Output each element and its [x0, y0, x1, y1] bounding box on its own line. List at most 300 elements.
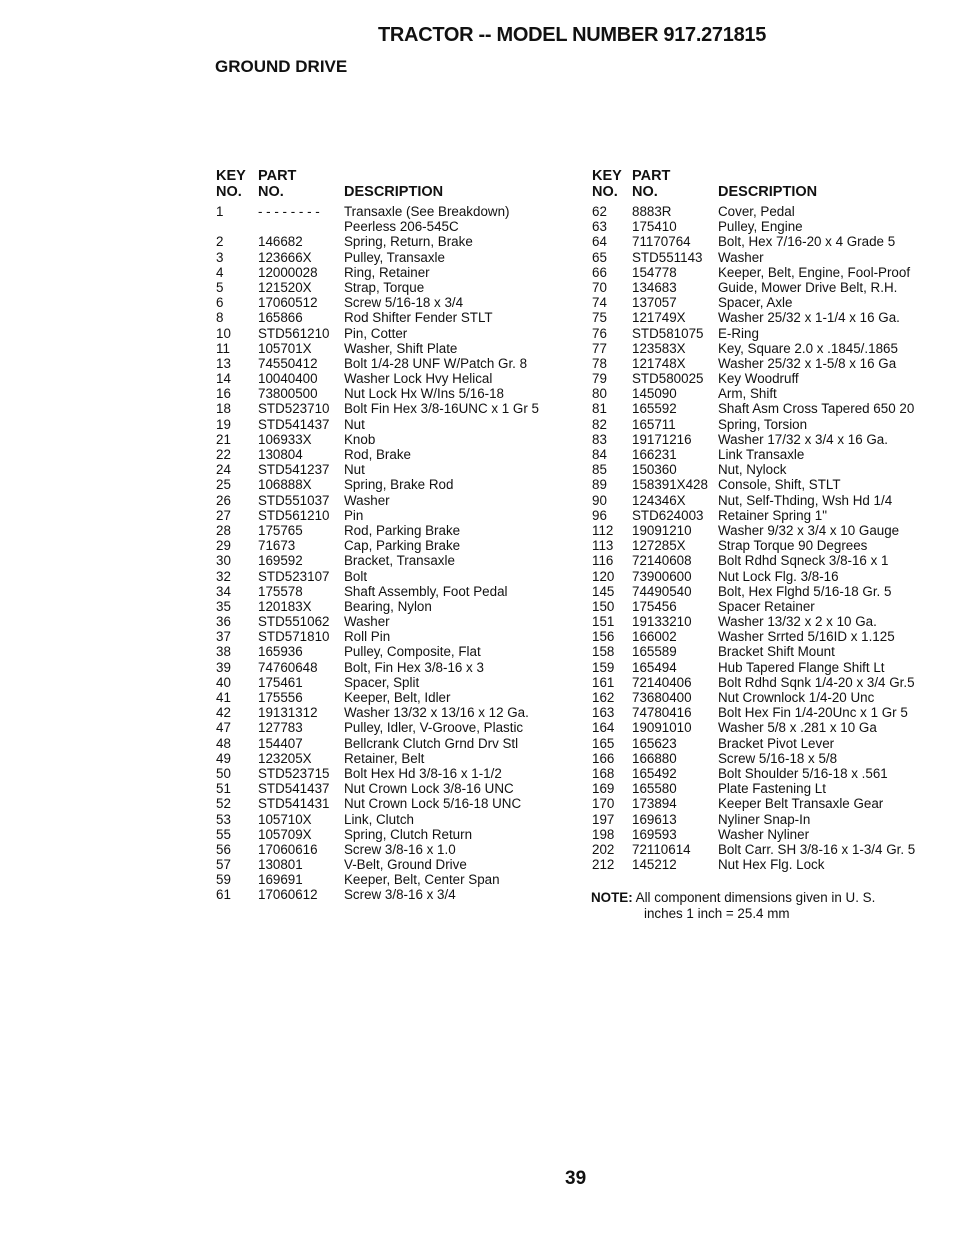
- table-row: [216, 447, 576, 462]
- key-number: 27: [216, 507, 231, 523]
- parts-table-left: [216, 168, 576, 903]
- table-row: [216, 675, 576, 690]
- part-number: 134683: [632, 279, 677, 295]
- table-row: [216, 401, 576, 416]
- table-row: [216, 660, 576, 675]
- part-description: Spacer Retainer: [718, 598, 815, 614]
- table-row: [216, 234, 576, 249]
- part-number: 154778: [632, 264, 677, 280]
- table-row: [592, 265, 937, 280]
- key-number: 24: [216, 462, 231, 478]
- part-description: Bellcrank Clutch Grnd Drv Stl: [344, 735, 519, 751]
- key-number: 212: [592, 857, 615, 873]
- table-row: [216, 751, 576, 766]
- table-row: [216, 204, 576, 219]
- key-number: 37: [216, 629, 231, 645]
- part-number: 123666X: [258, 249, 312, 265]
- table-row: [216, 508, 576, 523]
- part-description: Keeper, Belt, Idler: [344, 690, 451, 705]
- key-number: 159: [592, 659, 615, 675]
- key-number: 26: [216, 492, 231, 508]
- part-description: Pin, Cotter: [344, 325, 408, 341]
- part-description: V-Belt, Ground Drive: [344, 857, 467, 873]
- table-row: [592, 371, 937, 386]
- part-number: STD561210: [258, 325, 330, 341]
- part-description: Cover, Pedal: [718, 204, 795, 219]
- part-description: Nut Hex Flg. Lock: [718, 857, 825, 873]
- page-number: 39: [565, 1168, 587, 1189]
- key-number: 29: [216, 538, 231, 554]
- part-number: STD581075: [632, 325, 704, 341]
- part-number: STD523710: [258, 401, 330, 417]
- key-number: 164: [592, 720, 615, 736]
- table-row: [592, 280, 937, 295]
- key-number: 76: [592, 325, 607, 341]
- key-number: 81: [592, 401, 607, 417]
- part-description: Pin: [344, 507, 364, 523]
- key-number: 65: [592, 249, 607, 265]
- part-number: 74490540: [632, 583, 692, 599]
- key-number: 151: [592, 614, 615, 630]
- part-description: Cap, Parking Brake: [344, 538, 461, 554]
- part-description: Spring, Return, Brake: [344, 234, 473, 250]
- key-number: 5: [216, 279, 224, 295]
- key-number: 36: [216, 614, 231, 630]
- table-row: [216, 371, 576, 386]
- table-row: [592, 827, 937, 842]
- table-row: [216, 326, 576, 341]
- key-number: 14: [216, 371, 231, 387]
- part-number: 124346X: [632, 492, 686, 508]
- part-number: STD551037: [258, 492, 330, 508]
- part-number: 169593: [632, 826, 677, 842]
- table-row: [216, 812, 576, 827]
- part-description: Key, Square 2.0 x .1845/.1865: [718, 340, 898, 356]
- key-number: 166: [592, 750, 615, 766]
- part-number: STD551062: [258, 614, 330, 630]
- table-row: [592, 857, 937, 872]
- key-number: 83: [592, 431, 607, 447]
- key-number: 28: [216, 522, 231, 538]
- part-description: Spring, Torsion: [718, 416, 808, 432]
- table-row: [216, 310, 576, 325]
- table-row: [216, 827, 576, 842]
- part-description: Washer 13/32 x 2 x 10 Ga.: [718, 614, 877, 630]
- part-description: Screw 5/16-18 x 3/4: [344, 295, 464, 311]
- key-number: 202: [592, 841, 615, 857]
- table-body-right: [592, 204, 937, 872]
- part-number: 130804: [258, 447, 303, 462]
- note-line-1: All component dimensions given in U. S.: [635, 890, 876, 905]
- part-description: Screw 3/8-16 x 3/4: [344, 887, 456, 903]
- part-number: 173894: [632, 796, 677, 812]
- key-number: 198: [592, 826, 615, 842]
- key-number: 64: [592, 234, 607, 250]
- part-number: - - - - - - - -: [258, 204, 320, 219]
- part-description: Bracket Shift Mount: [718, 644, 835, 660]
- key-number: 1: [216, 204, 224, 219]
- key-number: 34: [216, 583, 231, 599]
- table-row: [216, 432, 576, 447]
- part-description: Pulley, Transaxle: [344, 249, 445, 265]
- key-number: 74: [592, 295, 607, 311]
- key-number: 11: [216, 340, 230, 356]
- table-row: [592, 219, 937, 234]
- part-number: 19133210: [632, 614, 692, 630]
- key-number: 150: [592, 598, 615, 614]
- key-number: 48: [216, 735, 231, 751]
- parts-table-right: [592, 168, 937, 872]
- key-number: 89: [592, 477, 607, 493]
- key-number: 75: [592, 310, 607, 326]
- part-number: 19091010: [632, 720, 692, 736]
- part-description: Knob: [344, 431, 376, 447]
- table-row: [216, 599, 576, 614]
- part-description: Strap, Torque: [344, 279, 425, 295]
- key-number: 85: [592, 462, 607, 478]
- part-description: Keeper Belt Transaxle Gear: [718, 796, 884, 812]
- key-number: 50: [216, 765, 231, 781]
- key-number: 18: [216, 401, 231, 417]
- key-number: 77: [592, 340, 607, 356]
- part-number: 166231: [632, 447, 677, 462]
- part-description: Bolt Carr. SH 3/8-16 x 1-3/4 Gr. 5: [718, 841, 916, 857]
- table-row: [592, 736, 937, 751]
- key-number: 2: [216, 234, 224, 250]
- part-number: 12000028: [258, 264, 318, 280]
- header-part-top: PART: [632, 168, 671, 184]
- table-row: [592, 401, 937, 416]
- part-description: Bolt Rdhd Sqneck 3/8-16 x 1: [718, 553, 889, 569]
- part-description: Bolt Rdhd Sqnk 1/4-20 x 3/4 Gr.5: [718, 674, 915, 690]
- part-number: 121748X: [632, 355, 686, 371]
- part-number: 120183X: [258, 598, 312, 614]
- part-number: 121520X: [258, 279, 312, 295]
- part-description: Washer: [344, 614, 390, 630]
- table-row: [592, 477, 937, 492]
- part-number: 74760648: [258, 659, 318, 675]
- table-row: [592, 781, 937, 796]
- part-number: 175410: [632, 219, 677, 235]
- part-description: Console, Shift, STLT: [718, 477, 841, 493]
- part-number: 175765: [258, 522, 303, 538]
- table-row: [216, 219, 576, 234]
- part-number: 165580: [632, 781, 677, 797]
- part-description: Nyliner Snap-In: [718, 811, 811, 827]
- part-number: 165592: [632, 401, 677, 417]
- header-key-top: KEY: [216, 168, 246, 184]
- header-description: DESCRIPTION: [718, 184, 818, 200]
- key-number: 30: [216, 553, 231, 569]
- key-number: 4: [216, 264, 224, 280]
- part-number: 165623: [632, 735, 677, 751]
- header-part-top: PART: [258, 168, 297, 184]
- part-number: 74550412: [258, 355, 318, 371]
- part-description: Washer 9/32 x 3/4 x 10 Gauge: [718, 522, 900, 538]
- key-number: 169: [592, 781, 615, 797]
- part-description: Screw 3/8-16 x 1.0: [344, 841, 456, 857]
- part-description: Pulley, Idler, V-Groove, Plastic: [344, 720, 524, 736]
- part-number: 146682: [258, 234, 303, 250]
- part-number: 73680400: [632, 690, 692, 705]
- table-row: [592, 295, 937, 310]
- part-description: E-Ring: [718, 325, 759, 341]
- table-row: [592, 614, 937, 629]
- part-number: 17060616: [258, 841, 318, 857]
- part-number: 166002: [632, 629, 677, 645]
- part-number: 175461: [258, 674, 303, 690]
- part-description: Nut Lock Hx W/Ins 5/16-18: [344, 386, 505, 402]
- part-description: Rod, Brake: [344, 447, 411, 462]
- dimension-note: [591, 890, 921, 921]
- part-number: 106888X: [258, 477, 312, 493]
- table-row: [216, 629, 576, 644]
- part-description: Keeper, Belt, Engine, Fool-Proof: [718, 264, 911, 280]
- part-number: 17060612: [258, 887, 318, 903]
- part-number: STD523715: [258, 765, 330, 781]
- part-description: Rod Shifter Fender STLT: [344, 310, 493, 326]
- table-header-left: [216, 168, 576, 204]
- part-description: Washer Srrted 5/16ID x 1.125: [718, 629, 895, 645]
- part-number: 17060512: [258, 295, 318, 311]
- table-row: [216, 569, 576, 584]
- table-row: [216, 690, 576, 705]
- table-row: [216, 842, 576, 857]
- part-description: Spacer, Axle: [718, 295, 793, 311]
- section-subtitle: GROUND DRIVE: [215, 57, 348, 76]
- table-row: [216, 341, 576, 356]
- key-number: 120: [592, 568, 615, 584]
- table-row: [216, 796, 576, 811]
- part-number: STD541437: [258, 781, 330, 797]
- part-description: Spacer, Split: [344, 674, 420, 690]
- part-description: Bracket, Transaxle: [344, 553, 455, 569]
- part-description: Link, Clutch: [344, 811, 414, 827]
- part-description: Bolt, Hex 7/16-20 x 4 Grade 5: [718, 234, 896, 250]
- key-number: 162: [592, 690, 615, 705]
- key-number: 16: [216, 386, 231, 402]
- table-row: [592, 751, 937, 766]
- part-number: 127285X: [632, 538, 686, 554]
- key-number: 13: [216, 355, 231, 371]
- part-number: STD523107: [258, 568, 330, 584]
- key-number: 39: [216, 659, 231, 675]
- part-number: 19131312: [258, 705, 318, 721]
- part-number: 175456: [632, 598, 677, 614]
- header-description: DESCRIPTION: [344, 184, 444, 200]
- key-number: 116: [592, 553, 614, 569]
- key-number: 61: [216, 887, 231, 903]
- table-row: [592, 310, 937, 325]
- table-row: [592, 812, 937, 827]
- part-number: 73800500: [258, 386, 318, 402]
- part-description: Washer 5/8 x .281 x 10 Ga: [718, 720, 877, 736]
- key-number: 82: [592, 416, 607, 432]
- part-description: Spring, Brake Rod: [344, 477, 454, 493]
- part-description: Ring, Retainer: [344, 264, 430, 280]
- table-row: [592, 250, 937, 265]
- table-row: [216, 781, 576, 796]
- part-description: Nut, Self-Thding, Wsh Hd 1/4: [718, 492, 893, 508]
- part-description: Nut: [344, 416, 365, 432]
- key-number: 49: [216, 750, 231, 766]
- header-part-bottom: NO.: [258, 184, 284, 200]
- table-row: [216, 356, 576, 371]
- part-description: Roll Pin: [344, 629, 391, 645]
- key-number: 51: [216, 781, 231, 797]
- key-number: 112: [592, 522, 614, 538]
- key-number: 52: [216, 796, 231, 812]
- part-number: 74780416: [632, 705, 692, 721]
- key-number: 3: [216, 249, 224, 265]
- part-number: 165936: [258, 644, 303, 660]
- table-row: [592, 386, 937, 401]
- table-row: [592, 584, 937, 599]
- table-row: [592, 508, 937, 523]
- part-number: 105701X: [258, 340, 312, 356]
- key-number: 79: [592, 371, 607, 387]
- note-label: NOTE:: [591, 890, 633, 905]
- table-row: [592, 234, 937, 249]
- table-row: [592, 523, 937, 538]
- key-number: 19: [216, 416, 231, 432]
- part-description: Washer: [344, 492, 390, 508]
- key-number: 32: [216, 568, 231, 584]
- part-description: Bolt Hex Hd 3/8-16 x 1-1/2: [344, 765, 502, 781]
- part-description: Transaxle (See Breakdown): [344, 204, 510, 219]
- key-number: 56: [216, 841, 231, 857]
- table-row: [592, 356, 937, 371]
- key-number: 165: [592, 735, 615, 751]
- key-number: 78: [592, 355, 607, 371]
- part-number: 8883R: [632, 204, 672, 219]
- part-description: Pulley, Composite, Flat: [344, 644, 481, 660]
- key-number: 6: [216, 295, 224, 311]
- key-number: 90: [592, 492, 607, 508]
- table-row: [592, 432, 937, 447]
- part-number: 106933X: [258, 431, 312, 447]
- table-row: [592, 599, 937, 614]
- part-description: Rod, Parking Brake: [344, 522, 461, 538]
- part-description: Nut Crown Lock 3/8-16 UNC: [344, 781, 514, 797]
- part-description: Bolt, Hex Flghd 5/16-18 Gr. 5: [718, 583, 892, 599]
- part-description: Shaft Asm Cross Tapered 650 20: [718, 401, 915, 417]
- table-row: [592, 462, 937, 477]
- part-description: Spring, Clutch Return: [344, 826, 473, 842]
- part-number: STD571810: [258, 629, 330, 645]
- part-description: Shaft Assembly, Foot Pedal: [344, 583, 508, 599]
- page-title: TRACTOR -- MODEL NUMBER 917.271815: [378, 24, 767, 46]
- key-number: 63: [592, 219, 607, 235]
- table-row: [592, 204, 937, 219]
- part-description: Pulley, Engine: [718, 219, 803, 235]
- table-row: [216, 857, 576, 872]
- table-row: [592, 720, 937, 735]
- part-number: 72110614: [632, 841, 691, 857]
- part-description: Washer, Shift Plate: [344, 340, 458, 356]
- table-row: [216, 584, 576, 599]
- key-number: 168: [592, 765, 615, 781]
- part-description: Peerless 206-545C: [344, 219, 459, 235]
- table-row: [592, 660, 937, 675]
- key-number: 59: [216, 872, 231, 888]
- key-number: 38: [216, 644, 231, 660]
- key-number: 80: [592, 386, 607, 402]
- part-number: 169613: [632, 811, 677, 827]
- key-number: 41: [216, 690, 231, 705]
- part-number: 19171216: [632, 431, 692, 447]
- part-description: Nut Crownlock 1/4-20 Unc: [718, 690, 875, 705]
- part-number: STD551143: [632, 249, 703, 265]
- part-description: Nut Crown Lock 5/16-18 UNC: [344, 796, 522, 812]
- key-number: 10: [216, 325, 231, 341]
- table-row: [592, 690, 937, 705]
- part-description: Plate Fastening Lt: [718, 781, 826, 797]
- part-description: Screw 5/16-18 x 5/8: [718, 750, 838, 766]
- table-row: [592, 341, 937, 356]
- table-row: [216, 553, 576, 568]
- part-number: 71170764: [632, 234, 691, 250]
- part-description: Retainer, Belt: [344, 750, 425, 766]
- part-description: Key Woodruff: [718, 371, 799, 387]
- part-number: 123583X: [632, 340, 686, 356]
- table-row: [592, 675, 937, 690]
- part-number: 175556: [258, 690, 303, 705]
- part-description: Washer Nyliner: [718, 826, 810, 842]
- part-number: 145212: [632, 857, 677, 873]
- part-description: Washer 25/32 x 1-1/4 x 16 Ga.: [718, 310, 900, 326]
- key-number: 163: [592, 705, 615, 721]
- table-row: [216, 614, 576, 629]
- key-number: 170: [592, 796, 615, 812]
- table-row: [216, 477, 576, 492]
- table-row: [592, 705, 937, 720]
- part-description: Retainer Spring 1": [718, 507, 827, 523]
- part-description: Keeper, Belt, Center Span: [344, 872, 500, 888]
- table-row: [216, 872, 576, 887]
- part-description: Washer: [718, 249, 764, 265]
- table-row: [216, 705, 576, 720]
- key-number: 55: [216, 826, 231, 842]
- part-number: 71673: [258, 538, 296, 554]
- part-number: STD541437: [258, 416, 330, 432]
- part-description: Bracket Pivot Lever: [718, 735, 835, 751]
- key-number: 156: [592, 629, 615, 645]
- header-part-bottom: NO.: [632, 184, 658, 200]
- part-description: Hub Tapered Flange Shift Lt: [718, 659, 885, 675]
- part-description: Link Transaxle: [718, 447, 805, 462]
- key-number: 113: [592, 538, 614, 554]
- part-number: 72140608: [632, 553, 692, 569]
- part-number: 165494: [632, 659, 677, 675]
- key-number: 53: [216, 811, 231, 827]
- table-row: [592, 842, 937, 857]
- part-number: 154407: [258, 735, 303, 751]
- table-row: [216, 720, 576, 735]
- table-row: [216, 766, 576, 781]
- key-number: 22: [216, 447, 231, 462]
- table-row: [216, 265, 576, 280]
- table-header-right: [592, 168, 937, 204]
- part-number: 127783: [258, 720, 303, 736]
- table-row: [592, 326, 937, 341]
- part-description: Arm, Shift: [718, 386, 777, 402]
- part-number: 145090: [632, 386, 677, 402]
- table-row: [216, 493, 576, 508]
- part-description: Strap Torque 90 Degrees: [718, 538, 868, 554]
- part-number: STD541237: [258, 462, 330, 478]
- table-row: [216, 736, 576, 751]
